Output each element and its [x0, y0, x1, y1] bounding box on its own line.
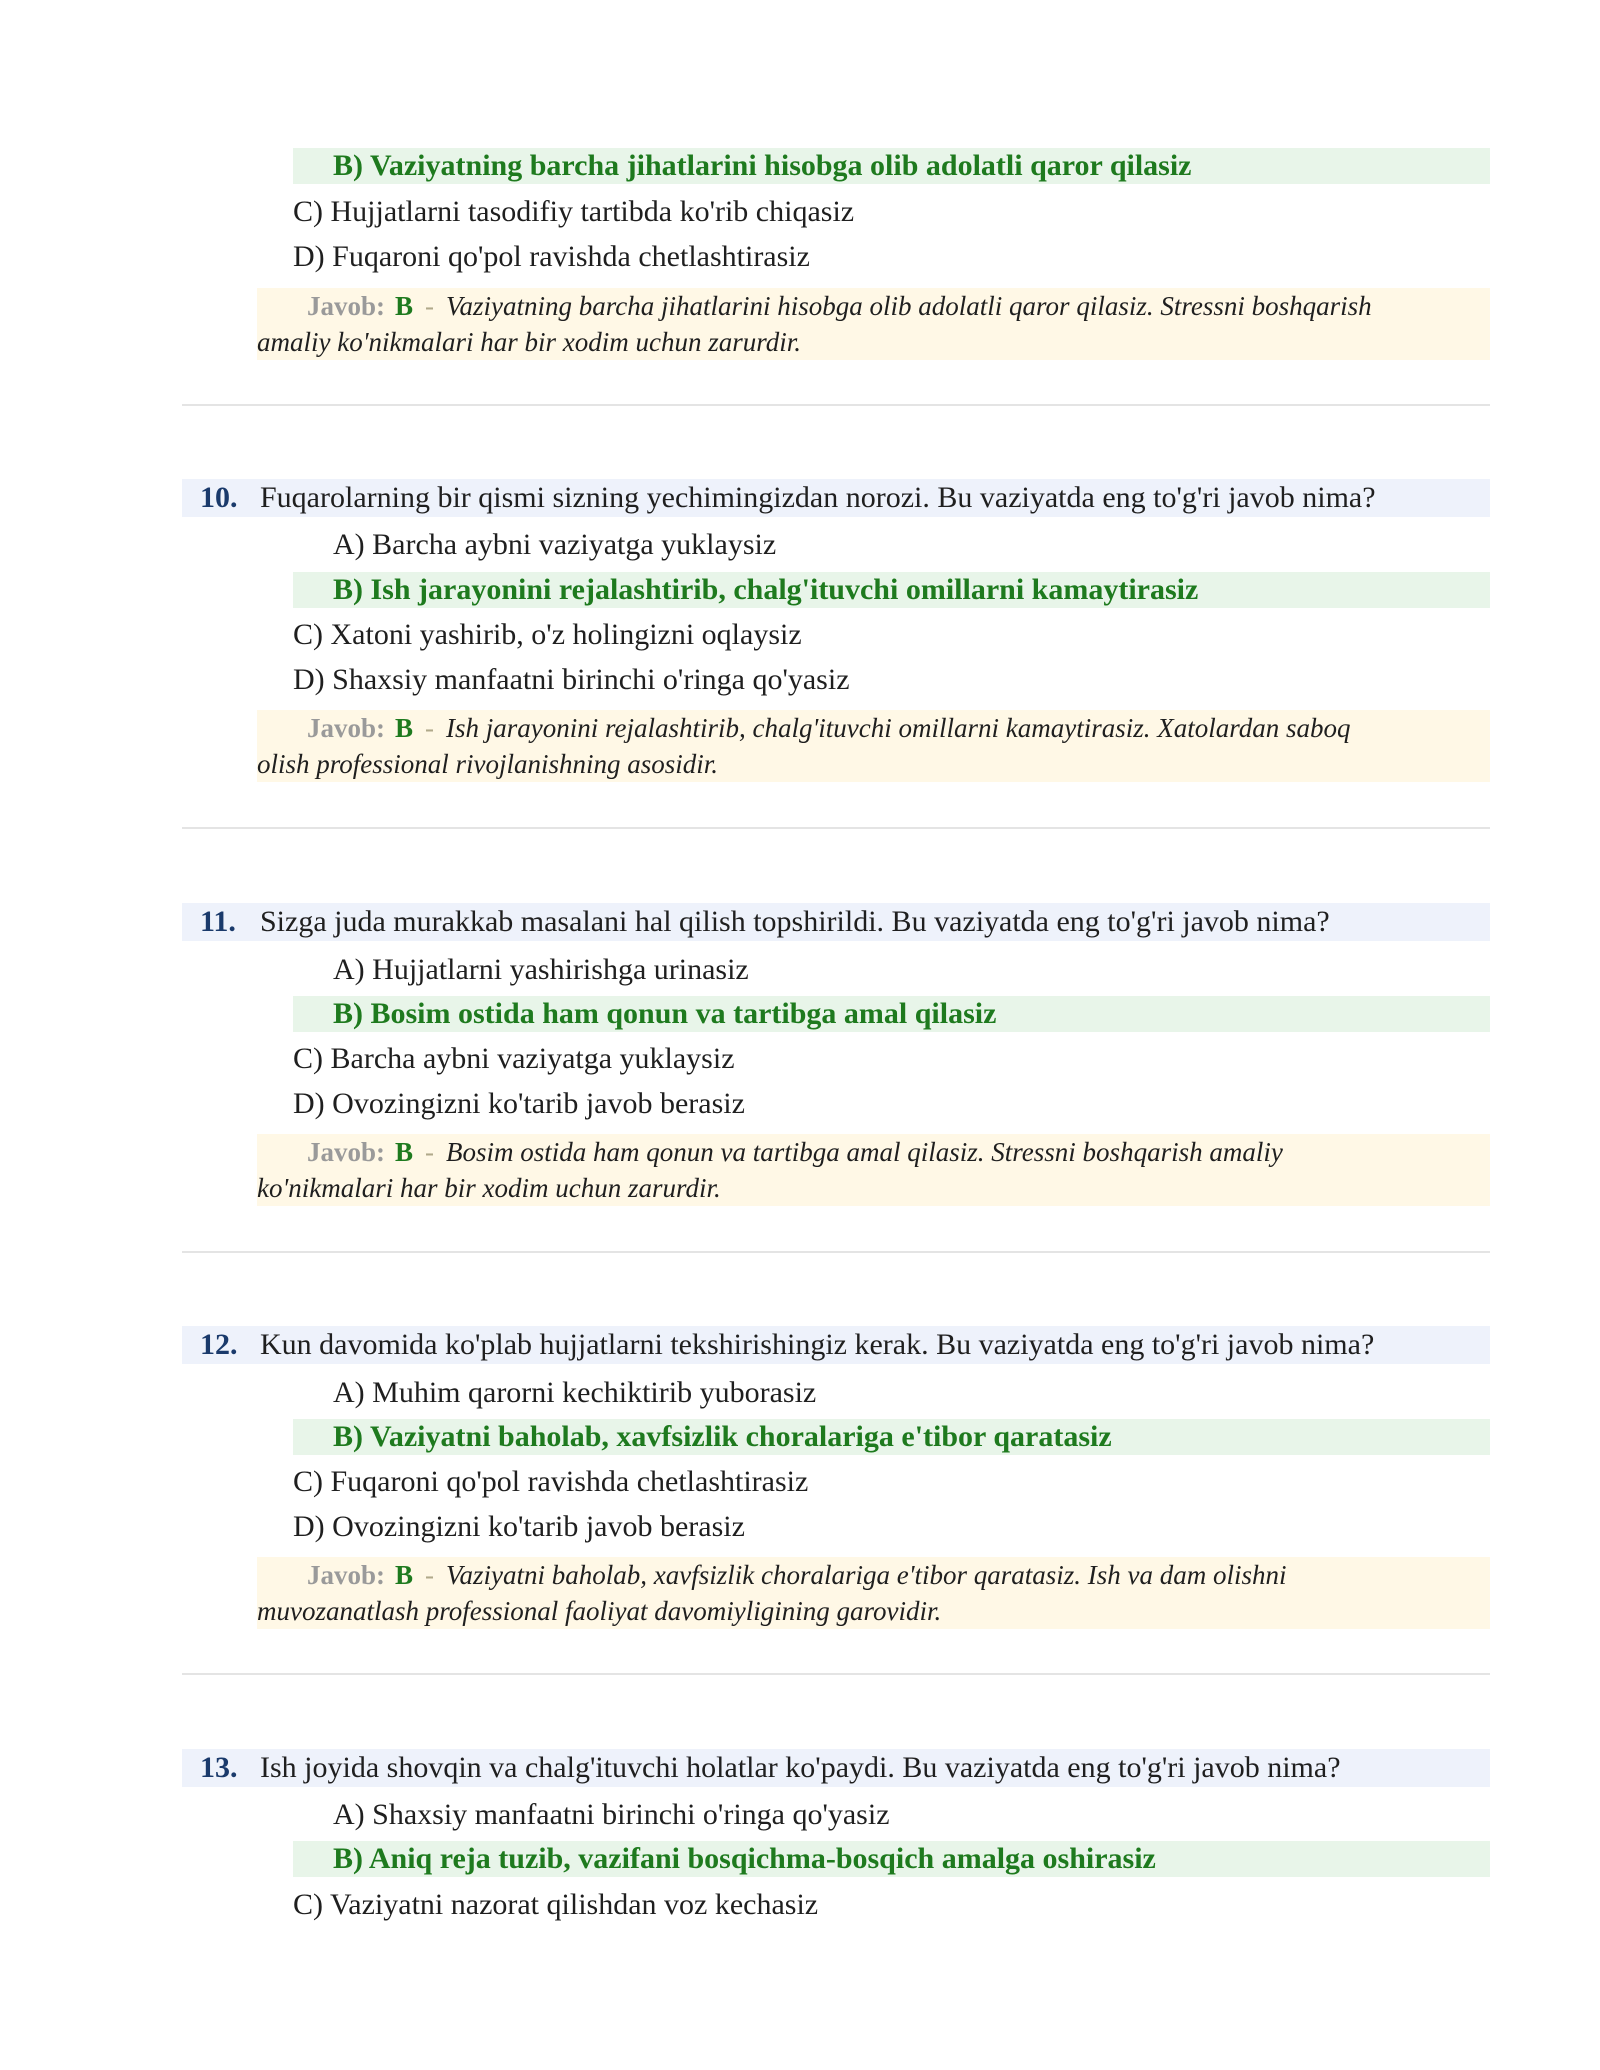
answer-label: Javob: [307, 1560, 386, 1590]
answer-letter: B [395, 1560, 414, 1590]
question-divider [182, 404, 1490, 406]
q10-question-text: Fuqarolarning bir qismi sizning yechimingizdan norozi. Bu vaziyatda eng to'g'ri javob nima? [260, 481, 1376, 514]
answer-dash: - [425, 713, 435, 743]
answer-label: Javob: [307, 1137, 386, 1167]
answer-explanation-line2: muvozanatlash professional faoliyat davomiyligining garovidir. [257, 1596, 942, 1626]
q11-number: 11. [200, 905, 236, 938]
q9-option-c: C) Hujjatlarni tasodifiy tartibda ko'rib chiqasiz [293, 195, 855, 228]
answer-dash: - [425, 291, 435, 321]
q13-option-c: C) Vaziyatni nazorat qilishdan voz kechasiz [293, 1888, 819, 1921]
q13-number: 13. [200, 1751, 238, 1784]
answer-explanation-line2: ko'nikmalari har bir xodim uchun zarurdir. [257, 1173, 721, 1203]
q11-question-text: Sizga juda murakkab masalani hal qilish topshirildi. Bu vaziyatda eng to'g'ri javob nima? [260, 905, 1330, 938]
q12-question-row [182, 1326, 1490, 1364]
q13-option-a: A) Shaxsiy manfaatni birinchi o'ringa qo'yasiz [333, 1798, 890, 1831]
q10-option-c: C) Xatoni yashirib, o'z holingizni oqlaysiz [293, 618, 802, 651]
q12-option-b-correct: B) Vaziyatni baholab, xavfsizlik choralariga e'tibor qaratasiz [293, 1419, 1490, 1455]
answer-letter: B [395, 291, 414, 321]
q12-question-text: Kun davomida ko'plab hujjatlarni tekshirishingiz kerak. Bu vaziyatda eng to'g'ri javob nima? [260, 1328, 1375, 1361]
q10-answer-box [257, 710, 1490, 782]
q13-question-row [182, 1749, 1490, 1787]
answer-explanation-line1: Vaziyatning barcha jihatlarini hisobga olib adolatli qaror qilasiz. Stressni boshqarish [446, 291, 1372, 321]
q13-option-b-correct: B) Aniq reja tuzib, vazifani bosqichma-bosqich amalga oshirasiz [293, 1841, 1490, 1877]
question-divider [182, 827, 1490, 829]
q13-question-text: Ish joyida shovqin va chalg'ituvchi holatlar ko'paydi. Bu vaziyatda eng to'g'ri javob nima? [260, 1751, 1341, 1784]
q9-option-d: D) Fuqaroni qo'pol ravishda chetlashtirasiz [293, 240, 810, 273]
question-divider [182, 1673, 1490, 1675]
answer-explanation-line2: olish professional rivojlanishning asosidir. [257, 749, 719, 779]
question-divider [182, 1251, 1490, 1253]
q12-number: 12. [200, 1328, 238, 1361]
answer-letter: B [395, 1137, 414, 1167]
q11-option-c: C) Barcha aybni vaziyatga yuklaysiz [293, 1042, 735, 1075]
q12-option-c: C) Fuqaroni qo'pol ravishda chetlashtirasiz [293, 1465, 809, 1498]
q10-number: 10. [200, 481, 238, 514]
q11-answer-box [257, 1134, 1490, 1206]
q9-option-b-correct: B) Vaziyatning barcha jihatlarini hisobga olib adolatli qaror qilasiz [293, 148, 1490, 184]
answer-explanation-line1: Vaziyatni baholab, xavfsizlik choralariga e'tibor qaratasiz. Ish va dam olishni [446, 1560, 1287, 1590]
q11-option-a: A) Hujjatlarni yashirishga urinasiz [333, 953, 749, 986]
answer-letter: B [395, 713, 414, 743]
q9-answer-box [257, 288, 1490, 360]
answer-explanation-line2: amaliy ko'nikmalari har bir xodim uchun zarurdir. [257, 327, 802, 357]
q11-question-row [182, 903, 1490, 941]
answer-explanation-line1: Bosim ostida ham qonun va tartibga amal qilasiz. Stressni boshqarish amaliy [446, 1137, 1283, 1167]
q12-option-d: D) Ovozingizni ko'tarib javob berasiz [293, 1510, 745, 1543]
answer-explanation-line1: Ish jarayonini rejalashtirib, chalg'ituvchi omillarni kamaytirasiz. Xatolardan saboq [446, 713, 1351, 743]
answer-dash: - [425, 1137, 435, 1167]
q12-answer-box [257, 1557, 1490, 1629]
answer-label: Javob: [307, 713, 386, 743]
q12-option-a: A) Muhim qarorni kechiktirib yuborasiz [333, 1376, 817, 1409]
q10-question-row [182, 479, 1490, 517]
q10-option-b-correct: B) Ish jarayonini rejalashtirib, chalg'ituvchi omillarni kamaytirasiz [293, 572, 1490, 608]
q11-option-b-correct: B) Bosim ostida ham qonun va tartibga amal qilasiz [293, 996, 1490, 1032]
q11-option-d: D) Ovozingizni ko'tarib javob berasiz [293, 1087, 745, 1120]
q10-option-a: A) Barcha aybni vaziyatga yuklaysiz [333, 528, 777, 561]
answer-label: Javob: [307, 291, 386, 321]
q10-option-d: D) Shaxsiy manfaatni birinchi o'ringa qo'yasiz [293, 663, 850, 696]
answer-dash: - [425, 1560, 435, 1590]
